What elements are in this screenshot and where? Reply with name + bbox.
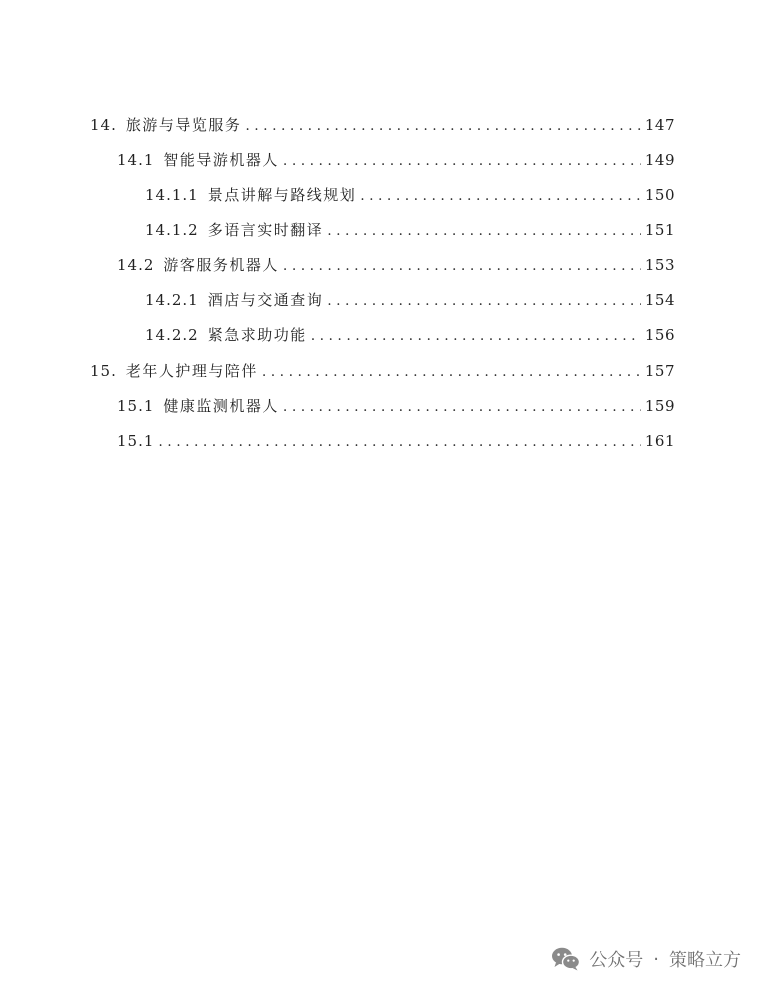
- toc-entry-page: 150: [644, 186, 675, 204]
- toc-entry-number: 14.: [90, 116, 117, 134]
- toc-entry[interactable]: [145, 218, 675, 242]
- toc-entry[interactable]: [90, 359, 675, 383]
- wechat-watermark: [551, 946, 741, 972]
- toc-entry-number: 14.2: [117, 256, 155, 274]
- toc-entry-title: 健康监测机器人: [163, 397, 279, 415]
- toc-entry-number: 14.1: [117, 151, 155, 169]
- toc-entry-title: 景点讲解与路线规划: [207, 186, 357, 204]
- toc-dot-leader: [360, 184, 641, 208]
- toc-entry-title: 游客服务机器人: [163, 256, 279, 274]
- watermark-source-label: 公众号: [589, 950, 644, 971]
- wechat-icon: [551, 946, 581, 972]
- toc-entry-number: 14.1.2: [145, 221, 199, 239]
- toc-dot-leader: [311, 324, 641, 348]
- toc-entry-title: 智能导游机器人: [163, 151, 279, 169]
- toc-entry-number: 15.: [90, 362, 117, 380]
- toc-entry-number: 14.2.2: [145, 326, 199, 344]
- toc-entry-title: 紧急求助功能: [207, 326, 307, 344]
- toc-dot-leader: [327, 219, 641, 243]
- toc-entry[interactable]: [145, 323, 675, 347]
- toc-entry-page: 149: [644, 151, 675, 169]
- toc-entry-number: 14.2.1: [145, 291, 199, 309]
- toc-entry-page: 147: [644, 116, 675, 134]
- toc-entry[interactable]: [117, 253, 675, 277]
- toc-entry-title: 老年人护理与陪伴: [125, 362, 258, 380]
- toc-entry-number: 14.1.1: [145, 186, 199, 204]
- toc-entry-title: 旅游与导览服务: [125, 116, 242, 134]
- toc-dot-leader: [262, 360, 641, 384]
- toc-entry-page: 161: [644, 432, 675, 450]
- toc-entry[interactable]: [90, 113, 675, 137]
- toc-entry[interactable]: [117, 394, 675, 418]
- toc-entry[interactable]: [145, 183, 675, 207]
- toc-entry-page: 156: [644, 326, 675, 344]
- toc-entry-page: 154: [644, 291, 675, 309]
- toc-entry-page: 159: [644, 397, 675, 415]
- toc-dot-leader: [327, 289, 641, 313]
- toc-dot-leader: [158, 430, 640, 454]
- toc-entry-title: 多语言实时翻译: [207, 221, 324, 239]
- toc-entry-number: 15.1: [117, 397, 155, 415]
- toc-entry-number: 15.1: [117, 432, 155, 450]
- toc-entry-page: 151: [644, 221, 675, 239]
- watermark-account-name: 策略立方: [669, 950, 741, 971]
- toc-entry-page: 157: [644, 362, 675, 380]
- toc-entry-page: 153: [644, 256, 675, 274]
- toc-dot-leader: [245, 114, 640, 138]
- toc-entry[interactable]: [145, 288, 675, 312]
- toc-dot-leader: [283, 149, 641, 173]
- toc-entry[interactable]: [117, 429, 675, 453]
- toc-entry[interactable]: [117, 148, 675, 172]
- toc-dot-leader: [283, 254, 641, 278]
- watermark-separator: ·: [653, 948, 659, 970]
- toc-entry-title: 酒店与交通查询: [207, 291, 324, 309]
- toc-dot-leader: [283, 395, 641, 419]
